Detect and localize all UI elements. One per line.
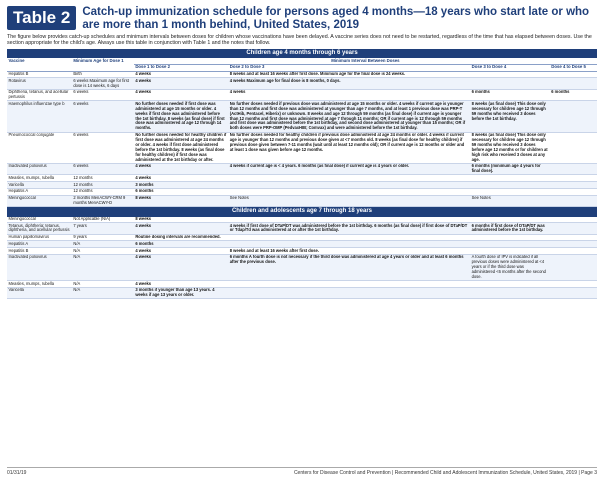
cell-d3-4: 8 weeks (as final dose) This dose only necessary for children age 12 through 59 months who received 3 doses before age 12 months or for children at high risk who received 3 doses at any age.: [470, 132, 550, 163]
table-row: [7, 281, 597, 288]
cell-d4-5: [550, 188, 597, 195]
cell-d2-3: [228, 281, 470, 288]
page-title: Catch-up immunization schedule for persons aged 4 months—18 years who start late or who are more than 1 month behind, United States, 2019: [82, 6, 590, 31]
cell-d4-5: [550, 182, 597, 189]
cell-d2-3: 4 weeks if current age is < 4 years. 6 months (as final dose) if current age is 4 years or older.: [228, 163, 470, 175]
section-title-young: Children age 4 months through 6 years: [7, 49, 597, 58]
cell-d3-4: See Notes: [470, 195, 550, 207]
cell-vaccine: Hepatitis B: [7, 71, 72, 78]
cell-d3-4: 8 weeks (as final dose) This dose only necessary for children age 12 through 59 months who received 3 doses before the 1st birthday.: [470, 101, 550, 132]
cell-vaccine: Rotavirus: [7, 78, 72, 90]
col-dose4-5: Dose 4 to Dose 5: [550, 64, 597, 71]
cell-vaccine: Hepatitis A: [7, 241, 72, 248]
cell-min-age: 6 weeks: [72, 132, 134, 163]
col-min-age: Minimum Age for Dose 1: [72, 58, 134, 71]
cell-min-age: 6 weeks: [72, 89, 134, 101]
header: [7, 6, 597, 32]
table-row: [7, 248, 597, 255]
table-row: [7, 89, 597, 101]
cell-d3-4: [470, 188, 550, 195]
cell-d2-3: [228, 287, 470, 299]
cell-d1-2: 4 weeks: [134, 89, 228, 101]
col-vaccine: Vaccine: [7, 58, 72, 71]
cell-d2-3: 8 weeks and at least 16 weeks after first dose. Minimum age for the final dose is 24 weeks.: [228, 71, 470, 78]
cell-d2-3: No further doses needed for healthy children if previous dose administered at age 24 months or older. 4 weeks if current age is younger than 12 months and previous dose given at <7 months old. 8 weeks (as final dose for healthy children) if previous dose given between 7-11 months (wait until at least 12 months old); OR if current age is 12 months or older and at least 1 dose was given before age 12 months.: [228, 132, 470, 163]
cell-d1-2: 3 months: [134, 182, 228, 189]
cell-d3-4: [470, 287, 550, 299]
cell-d1-2: No further doses needed for healthy children if first dose was administered at age 24 months or older. 4 weeks if first dose administered before the 1st birthday. 8 weeks (as final dose for healthy children) if first dose was administered at the 1st birthday or after.: [135, 132, 227, 162]
cell-d1-2: 6 months: [134, 241, 228, 248]
table-row: [7, 101, 597, 132]
col-dose2-3: Dose 2 to Dose 3: [228, 64, 470, 71]
cell-d2-3: 4 weeks if first dose of DTaP/DT was administered before the 1st birthday. 6 months (as final dose) if first dose of DTaP/DT or Tdap/Td was administered at or after the 1st birthday.: [228, 223, 470, 235]
cell-d1-2: 4 weeks: [134, 175, 228, 182]
col-interval-group: Minimum Interval Between Doses: [134, 58, 597, 64]
cell-d3-4: A fourth dose of IPV is indicated if all previous doses were administered at <4 years or if the third dose was administered <6 months after the second dose.: [470, 254, 550, 280]
cell-vaccine: Pneumococcal conjugate: [7, 132, 72, 163]
cell-d4-5: [550, 101, 597, 132]
cell-d1-2: 8 weeks: [134, 217, 228, 223]
cell-d1-2: 4 weeks: [134, 254, 228, 280]
cell-d3-4: 6 months if first dose of DTaP/DT was administered before the 1st birthday.: [470, 223, 550, 235]
cell-min-age: 6 weeks: [72, 101, 134, 132]
cell-d2-3: [228, 182, 470, 189]
col-dose3-4: Dose 3 to Dose 4: [470, 64, 550, 71]
table-row: [7, 175, 597, 182]
cell-d1-2: No further doses needed if first dose was administered at age 15 months or older. 4 weeks if first dose was administered before the 1st birthday. 8 weeks (as final dose) if first dose was administered at age 12 through 14 months.: [134, 101, 228, 132]
footer-date: 01/31/19: [7, 470, 27, 476]
cell-d3-4: [470, 71, 550, 78]
cell-vaccine: Measles, mumps, rubella: [7, 175, 72, 182]
cell-d4-5: 6 months: [550, 89, 597, 101]
cell-min-age: 12 months: [72, 188, 134, 195]
cell-d4-5: [550, 71, 597, 78]
cell-d1-2: 4 weeks: [134, 71, 228, 78]
cell-d4-5: [550, 248, 597, 255]
table-row: [7, 287, 597, 299]
section-young-body: [7, 71, 597, 207]
cell-d4-5: [550, 241, 597, 248]
cell-vaccine: Inactivated poliovirus: [7, 254, 72, 280]
cell-d4-5: [550, 175, 597, 182]
table-row: [7, 163, 597, 175]
cell-d2-3: [228, 234, 470, 241]
cell-d3-4: [470, 182, 550, 189]
cell-d1-2: 4 weeks: [134, 248, 228, 255]
table-row: [7, 132, 597, 163]
cell-d2-3: 6 months A fourth dose is not necessary if the third dose was administered at age 4 years or older and at least 6 months after the previous dose.: [228, 254, 470, 280]
cell-d4-5: [550, 223, 597, 235]
cell-d2-3: [228, 241, 470, 248]
cell-d4-5: [550, 132, 597, 163]
cell-vaccine: Hepatitis A: [7, 188, 72, 195]
cell-min-age: N/A: [72, 281, 134, 288]
cell-d1-2: 4 weeks: [134, 163, 228, 175]
section-older-body: [7, 217, 597, 299]
cell-d1-2: 4 weeks: [134, 78, 228, 90]
cell-min-age: 6 weeks: [72, 163, 134, 175]
footer: [7, 467, 597, 476]
table-badge: Table 2: [7, 6, 76, 30]
footer-source: Centers for Disease Control and Prevention | Recommended Child and Adolescent Immunization Schedule, United States, 2019 | Page 3: [293, 470, 597, 476]
cell-d1-2: 6 months: [134, 188, 228, 195]
cell-d1-2: 8 weeks: [134, 195, 228, 207]
cell-d1-2: 4 weeks: [134, 281, 228, 288]
cell-d2-3: No further doses needed if previous dose was administered at age 15 months or older. 4 weeks if current age is younger than 12 months and first dose was administered at younger than age 7 months, and at least 1 previous dose was PRP-T (ActHib, Pentacel, Hiberix) or unknown. 8 weeks and age 12 through 59 months (as final dose) if current age is younger than 12 months and first dose was administered at age 7 through 11 months; OR if current age is 12 through 59 months and first dose was administered before the 1st birthday, and second dose administered at younger than 15 months; OR if both doses were PRP-OMP (PedvaxHIB; Comvax) and were administered before the 1st birthday.: [228, 101, 470, 132]
cell-min-age: N/A: [72, 254, 134, 280]
cell-vaccine: Human papillomavirus: [7, 234, 72, 241]
cell-min-age: Not Applicable (N/A): [72, 217, 134, 223]
cell-d2-3: 4 weeks Maximum age for final dose is 8 months, 0 days.: [228, 78, 470, 90]
cell-min-age: 2 months MenACWY-CRM 9 months MenACWY-D: [72, 195, 134, 207]
cell-d3-4: 6 months (minimum age 4 years for final dose).: [470, 163, 550, 175]
cell-min-age: 9 years: [72, 234, 134, 241]
cell-vaccine: Diphtheria, tetanus, and acellular pertussis: [7, 89, 72, 101]
cell-min-age: 7 years: [72, 223, 134, 235]
table-row: [7, 182, 597, 189]
cell-vaccine: Inactivated poliovirus: [7, 163, 72, 175]
table-row: [7, 234, 597, 241]
table-row: [7, 241, 597, 248]
cell-d1-2: Routine dosing intervals are recommended.: [134, 234, 228, 241]
cell-vaccine: Varicella: [7, 287, 72, 299]
table-row: [7, 188, 597, 195]
cell-vaccine: Hepatitis B: [7, 248, 72, 255]
cell-min-age: 12 months: [72, 175, 134, 182]
section-title-older: Children and adolescents age 7 through 18 years: [7, 207, 597, 217]
cell-d1-2: 3 months if younger than age 13 years. 4 weeks if age 13 years or older.: [134, 287, 228, 299]
table-row: [7, 254, 597, 280]
cell-d2-3: 4 weeks: [228, 89, 470, 101]
cell-d3-4: [470, 241, 550, 248]
cell-min-age: N/A: [72, 248, 134, 255]
cell-d3-4: [470, 234, 550, 241]
intro-paragraph: The figure below provides catch-up schedules and minimum intervals between doses for children whose vaccinations have been delayed. A vaccine series does not need to be restarted, regardless of the time that has elapsed between doses. Use the section appropriate for the child’s age. Always use this table in conjunction with Table 1 and the notes that follow.: [7, 34, 592, 47]
cell-vaccine: Measles, mumps, rubella: [7, 281, 72, 288]
cell-min-age: 12 months: [72, 182, 134, 189]
cell-d3-4: [470, 175, 550, 182]
cell-d2-3: 8 weeks and at least 16 weeks after first dose.: [228, 248, 470, 255]
cell-d4-5: [550, 254, 597, 280]
table-row: [7, 223, 597, 235]
cell-d3-4: [470, 248, 550, 255]
cell-d2-3: [228, 175, 470, 182]
table-row: [7, 78, 597, 90]
cell-vaccine: Tetanus, diphtheria; tetanus, diphtheria, and acellular pertussis: [7, 223, 72, 235]
cell-min-age: 6 weeks Maximum age for first dose is 14 weeks, 6 days: [72, 78, 134, 90]
cell-d4-5: [550, 234, 597, 241]
cell-vaccine: Meningococcal: [7, 217, 72, 223]
col-dose1-2: Dose 1 to Dose 2: [134, 64, 228, 71]
cell-d3-4: 6 months: [470, 89, 550, 101]
cell-vaccine: Varicella: [7, 182, 72, 189]
cell-d4-5: [550, 287, 597, 299]
cell-d4-5: [550, 281, 597, 288]
cell-min-age: N/A: [72, 241, 134, 248]
table-row: [7, 195, 597, 207]
schedule-table: [7, 49, 597, 300]
cell-d3-4: [470, 281, 550, 288]
cell-vaccine: Meningococcal: [7, 195, 72, 207]
cell-d3-4: [470, 78, 550, 90]
table-row: [7, 71, 597, 78]
cell-d4-5: [550, 195, 597, 207]
cell-min-age: Birth: [72, 71, 134, 78]
cell-d2-3: [228, 188, 470, 195]
cell-d2-3: See Notes: [228, 195, 470, 207]
cell-vaccine: Haemophilus influenzae type b: [7, 101, 72, 132]
cell-d4-5: [550, 163, 597, 175]
cell-min-age: N/A: [72, 287, 134, 299]
cell-d1-2: 4 weeks: [134, 223, 228, 235]
cell-d4-5: [550, 78, 597, 90]
